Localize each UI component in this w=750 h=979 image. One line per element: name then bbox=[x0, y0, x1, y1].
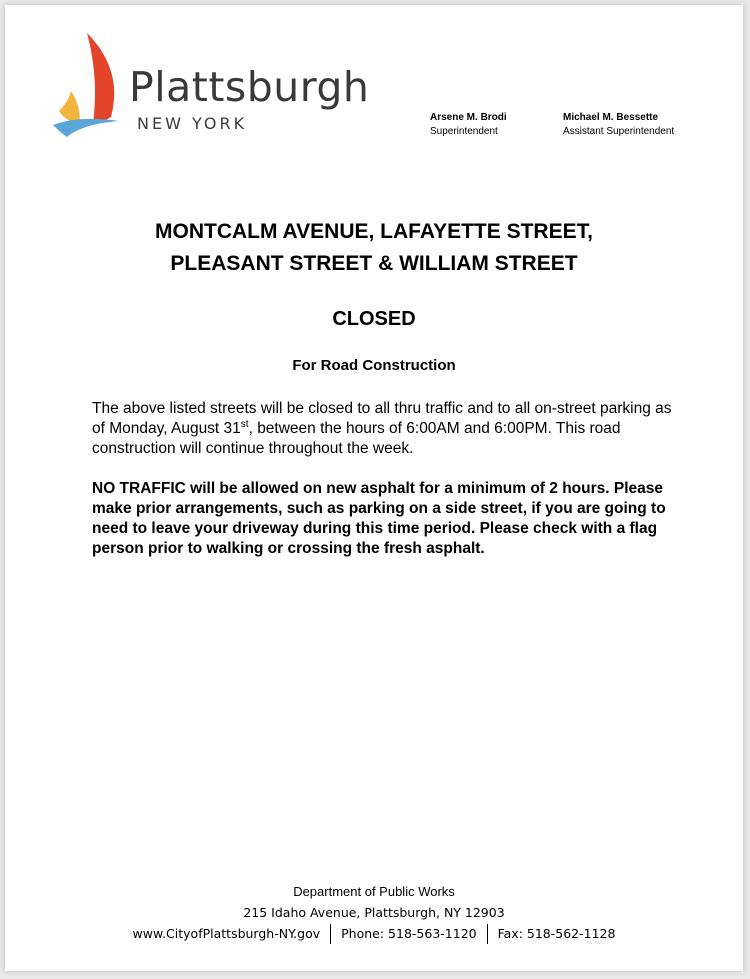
city-logo bbox=[49, 33, 389, 145]
department-name: Department of Public Works bbox=[293, 884, 455, 899]
date-ordinal: st bbox=[240, 418, 249, 430]
official-superintendent bbox=[430, 111, 507, 139]
divider bbox=[330, 924, 331, 944]
document-page bbox=[5, 5, 743, 971]
contact-row bbox=[5, 923, 743, 944]
logo-name: Plattsburgh bbox=[129, 63, 370, 111]
details-text-2: , between the hours of 6:00AM and 6:00PM. This road construction will continue throughout the week. bbox=[92, 420, 621, 457]
logo-subtitle: NEW YORK bbox=[137, 114, 248, 133]
official-name: Arsene M. Brodi bbox=[430, 112, 507, 123]
closure-reason: For Road Construction bbox=[292, 357, 456, 374]
address: 215 Idaho Avenue, Plattsburgh, NY 12903 bbox=[243, 905, 505, 920]
website-link[interactable]: www.CityofPlattsburgh-NY.gov bbox=[132, 926, 321, 941]
official-title: Superintendent bbox=[430, 126, 498, 137]
headline-line-1: MONTCALM AVENUE, LAFAYETTE STREET, bbox=[155, 220, 593, 243]
details-text-1: The above listed streets will be closed to all thru traffic and to all on-street parking as of Monday, August 31 bbox=[92, 400, 672, 437]
official-title: Assistant Superintendent bbox=[563, 126, 675, 137]
footer bbox=[5, 881, 743, 944]
sailboat-logo-icon bbox=[49, 33, 129, 145]
headline-line-2: PLEASANT STREET & WILLIAM STREET bbox=[170, 252, 578, 275]
divider bbox=[487, 924, 488, 944]
headline bbox=[5, 216, 743, 280]
fax-number: Fax: 518-562-1128 bbox=[497, 926, 616, 941]
phone-number: Phone: 518-563-1120 bbox=[341, 926, 477, 941]
closure-details bbox=[92, 399, 672, 459]
official-name: Michael M. Bessette bbox=[563, 112, 659, 123]
official-assistant-superintendent bbox=[563, 111, 674, 139]
closure-status: CLOSED bbox=[332, 308, 416, 330]
asphalt-notice: NO TRAFFIC will be allowed on new asphalt for a minimum of 2 hours. Please make prior arrangements, such as parking on a side street, if you are going to need to leave your driveway during this time period. Please check with a flag person prior to walking or crossing the fresh asphalt. bbox=[92, 480, 666, 557]
